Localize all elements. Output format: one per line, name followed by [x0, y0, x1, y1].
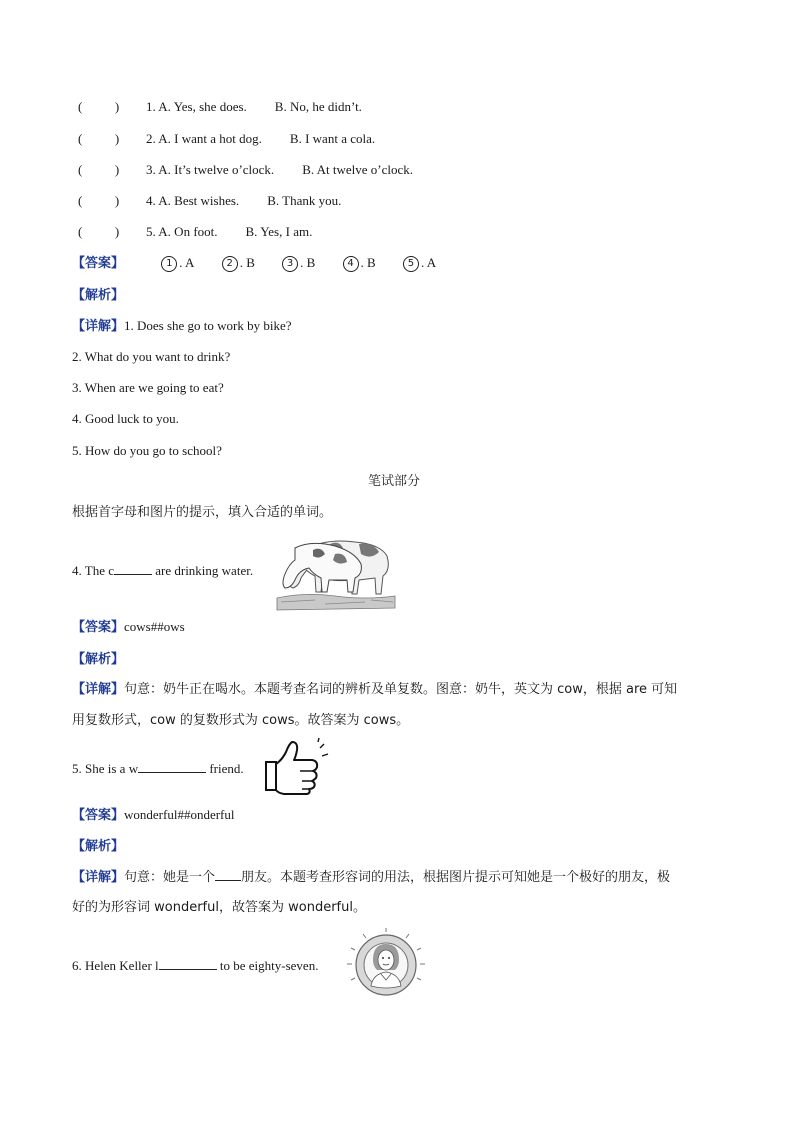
question-suffix: to be eighty-seven.: [216, 958, 319, 973]
answer-item: [161, 254, 194, 272]
answer-bracket: ( ): [78, 99, 120, 114]
answer-tag: 【答案】: [72, 620, 125, 635]
option-a: A. I want a hot dog.: [158, 131, 262, 146]
question-prefix: 6. Helen Keller l: [72, 958, 159, 973]
answer-text: wonderful##onderful: [124, 807, 235, 822]
answer-item: [403, 254, 436, 272]
script-line-5: 5. How do you go to school?: [72, 443, 222, 458]
analysis-tag: 【解析】: [72, 288, 125, 303]
answer-bracket: ( ): [78, 193, 120, 208]
listening-question-2: [78, 130, 375, 148]
circled-number: 2: [222, 256, 238, 272]
script-line-4: 4. Good luck to you.: [72, 411, 179, 426]
section-title: 笔试部分: [368, 474, 421, 489]
listening-question-1: [78, 98, 362, 116]
analysis-tag: 【解析】: [72, 839, 125, 854]
answer-bracket: ( ): [78, 131, 120, 146]
answer-blank: [215, 868, 241, 881]
answer-value: . B: [239, 255, 255, 270]
detail-text: 朋友。本题考查形容词的用法，根据图片提示可知她是一个极好的朋友，极: [241, 870, 671, 885]
question-suffix: are drinking water.: [152, 563, 254, 578]
answer-blank: [114, 562, 152, 575]
script-line-3: 3. When are we going to eat?: [72, 380, 224, 395]
question-prefix: 4. The c: [72, 563, 114, 578]
circled-number: 1: [161, 256, 177, 272]
answer-item: [282, 254, 315, 272]
answer-tag: 【答案】: [72, 256, 125, 271]
answer-value: . A: [420, 255, 437, 270]
question-number: 2.: [146, 131, 156, 146]
listening-question-5: [78, 223, 312, 241]
answer-bracket: ( ): [78, 224, 120, 239]
detail-tag: 【详解】: [72, 870, 125, 885]
question-number: 5.: [146, 224, 156, 239]
question-prefix: 5. She is a w: [72, 761, 139, 776]
analysis-tag: 【解析】: [72, 652, 125, 667]
option-b: B. Yes, I am.: [245, 224, 313, 239]
circled-number: 3: [282, 256, 298, 272]
thumbs-up-image: [262, 738, 330, 796]
helen-keller-portrait-image: [343, 926, 429, 1002]
q5-detail-line-2: 好的为形容词 wonderful，故答案为 wonderful。: [72, 900, 366, 915]
answer-item: [222, 254, 255, 272]
question-number: 4.: [146, 193, 156, 208]
answer-value: . B: [360, 255, 376, 270]
option-b: B. I want a cola.: [289, 131, 376, 146]
option-b: B. No, he didn’t.: [274, 99, 362, 114]
answer-tag: 【答案】: [72, 808, 125, 823]
question-6: [72, 957, 318, 975]
question-suffix: friend.: [206, 761, 244, 776]
answer-text: cows##ows: [124, 619, 185, 634]
detail-tag: 【详解】: [72, 319, 125, 334]
option-a: A. Yes, she does.: [158, 99, 247, 114]
question-number: 3.: [146, 162, 156, 177]
answer-value: . A: [179, 255, 195, 270]
listening-question-4: [78, 192, 341, 210]
q4-detail-line-1: [72, 681, 677, 699]
q4-detail-line-2: 用复数形式，cow 的复数形式为 cows。故答案为 cows。: [72, 713, 410, 728]
detail-text: 句意：她是一个: [124, 870, 216, 885]
detail-text: 句意：奶牛正在喝水。本题考查名词的辨析及单复数。图意：奶牛，英文为 cow，根据 are 可知: [124, 682, 678, 697]
answer-bracket: ( ): [78, 162, 120, 177]
circled-number: 4: [343, 256, 359, 272]
answer-blank: [138, 760, 206, 773]
listening-answer-row: [72, 254, 460, 273]
script-line-2: 2. What do you want to drink?: [72, 349, 231, 364]
instruction: 根据首字母和图片的提示，填入合适的单词。: [72, 505, 333, 520]
q5-answer: [72, 806, 234, 825]
q4-answer: [72, 618, 185, 637]
script-text: 1. Does she go to work by bike?: [124, 318, 292, 333]
script-line-1: [72, 317, 292, 336]
answer-item: [343, 254, 376, 272]
option-b: B. At twelve o’clock.: [302, 162, 414, 177]
cows-drinking-image: [275, 530, 397, 612]
q5-analysis-heading: [72, 837, 124, 856]
q4-analysis-heading: [72, 650, 124, 669]
detail-tag: 【详解】: [72, 682, 125, 697]
option-a: A. Best wishes.: [158, 193, 240, 208]
answer-blank: [159, 957, 217, 970]
circled-number: 5: [403, 256, 419, 272]
analysis-heading: [72, 286, 124, 305]
q5-detail-line-1: [72, 868, 670, 887]
listening-question-3: [78, 161, 413, 179]
question-number: 1.: [146, 99, 156, 114]
question-4: [72, 562, 253, 580]
answer-value: . B: [300, 255, 316, 270]
option-b: B. Thank you.: [267, 193, 342, 208]
option-a: A. It’s twelve o’clock.: [158, 162, 275, 177]
option-a: A. On foot.: [158, 224, 218, 239]
question-5: [72, 760, 244, 778]
